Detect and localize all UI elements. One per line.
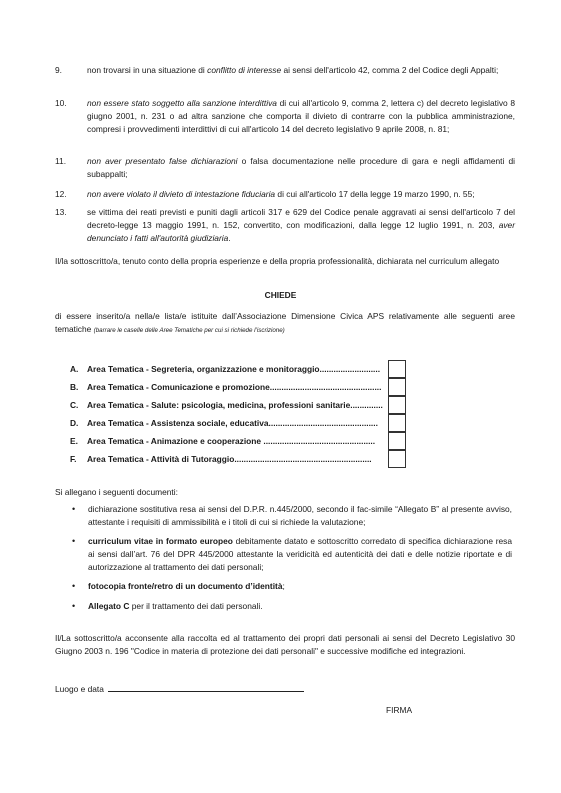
area-b-checkbox[interactable] xyxy=(388,378,406,396)
consent-paragraph: Il/La sottoscritto/a acconsente alla raccolta ed al trattamento dei propri dati personali ai sensi del Decreto Legislativo 30 Giugno 2003 n. 196 "Codice in materia di protezione dei dati personali" e successive modifiche ed integrazioni. xyxy=(55,633,515,657)
area-option-f: F. Area Tematica - Attività di Tutoraggio........................................................... xyxy=(70,454,372,464)
bullet-icon: • xyxy=(72,504,76,514)
area-f-checkbox[interactable] xyxy=(388,450,406,468)
bullet-icon: • xyxy=(72,536,76,546)
item-number: 10. xyxy=(55,98,67,108)
area-option-c: C. Area Tematica - Salute: psicologia, medicina, professioni sanitarie.............. xyxy=(70,400,383,410)
area-d-checkbox[interactable] xyxy=(388,414,406,432)
bullet-icon: • xyxy=(72,581,76,591)
area-option-e: E. Area Tematica - Animazione e cooperazione ................................................ xyxy=(70,436,376,446)
document-item: • curriculum vitae in formato europeo debitamente datato e sottoscritto corredato di specifica dichiarazione resa ai sensi dall’art. 76 del DPR 445/2000 attestante la veridicità ed autenticità dei dati e delle notizie riportate e di autorizzazione al trattamento dei dati personali; xyxy=(72,536,512,573)
area-a-checkbox[interactable] xyxy=(388,360,406,378)
list-item: 9. non trovarsi in una situazione di conflitto di interesse ai sensi dell'articolo 42, comma 2 del Codice degli Appalti; xyxy=(55,64,515,77)
signature-label: FIRMA xyxy=(386,705,413,715)
document-item: • Allegato C per il trattamento dei dati personali. xyxy=(72,600,512,613)
area-c-checkbox[interactable] xyxy=(388,396,406,414)
item-number: 9. xyxy=(55,65,62,75)
item-number: 13. xyxy=(55,207,67,217)
request-note: (barrare le caselle delle Aree Tematiche per cui si richiede l’iscrizione) xyxy=(93,327,285,335)
bullet-icon: • xyxy=(72,601,76,611)
list-item: 12. non avere violato il divieto di intestazione fiduciaria di cui all'articolo 17 della legge 19 marzo 1990, n. 55; xyxy=(55,188,515,201)
place-date-field: Luogo e data xyxy=(55,682,515,696)
area-e-checkbox[interactable] xyxy=(388,432,406,450)
place-date-input-line[interactable] xyxy=(108,682,304,692)
request-paragraph: di essere inserito/a nella/e lista/e istituite dall’Associazione Dimensione Civica APS relativamente alle seguenti aree tematiche (barrare le caselle delle Aree Tematiche per cui si richiede l’iscrizione) xyxy=(55,311,515,335)
list-item: 13. se vittima dei reati previsti e puniti dagli articoli 317 e 629 del Codice penale aggravati ai sensi dell'articolo 7 del decreto-legge 13 maggio 1991, n. 152, convertito, con modificazioni, dalla legge 12 luglio 1991, n. 203, aver denunciato i fatti all'autorità giudiziaria. xyxy=(55,207,515,244)
list-item: 11. non aver presentato false dichiarazioni o falsa documentazione nelle procedure di gara e negli affidamenti di subappalti; xyxy=(55,156,515,180)
item-number: 12. xyxy=(55,189,67,199)
area-option-b: B. Area Tematica - Comunicazione e promozione................................................ xyxy=(70,382,382,392)
list-item: 10. non essere stato soggetto alla sanzione interdittiva di cui all'articolo 9, comma 2, lettera c) del decreto legislativo 8 giugno 2001, n. 231 o ad altra sanzione che comporta il divieto di contrarre con la pubblica amministrazione, compresi i provvedimenti interdittivi di cui all'articolo 14 del decreto legislativo 9 aprile 2008, n. 81; xyxy=(55,98,515,135)
document-item: • dichiarazione sostitutiva resa ai sensi del D.P.R. n.445/2000, secondo il fac-simile “Allegato B” al presente avviso, attestante i requisiti di ammissibilità e i titoli di cui si richiede la valutazione; xyxy=(72,504,512,528)
area-option-d: D. Area Tematica - Assistenza sociale, educativa............................................... xyxy=(70,418,378,428)
item-number: 11. xyxy=(55,156,67,166)
intro-paragraph: Il/la sottoscritto/a, tenuto conto della propria esperienze e della propria professionalità, dichiarata nel curriculum allegato xyxy=(55,256,500,266)
documents-intro: Si allegano i seguenti documenti: xyxy=(55,487,178,497)
area-option-a: A. Area Tematica - Segreteria, organizzazione e monitoraggio.......................... xyxy=(70,364,381,374)
chiede-heading: CHIEDE xyxy=(264,290,297,300)
document-item: • fotocopia fronte/retro di un documento d’identità; xyxy=(72,580,512,593)
